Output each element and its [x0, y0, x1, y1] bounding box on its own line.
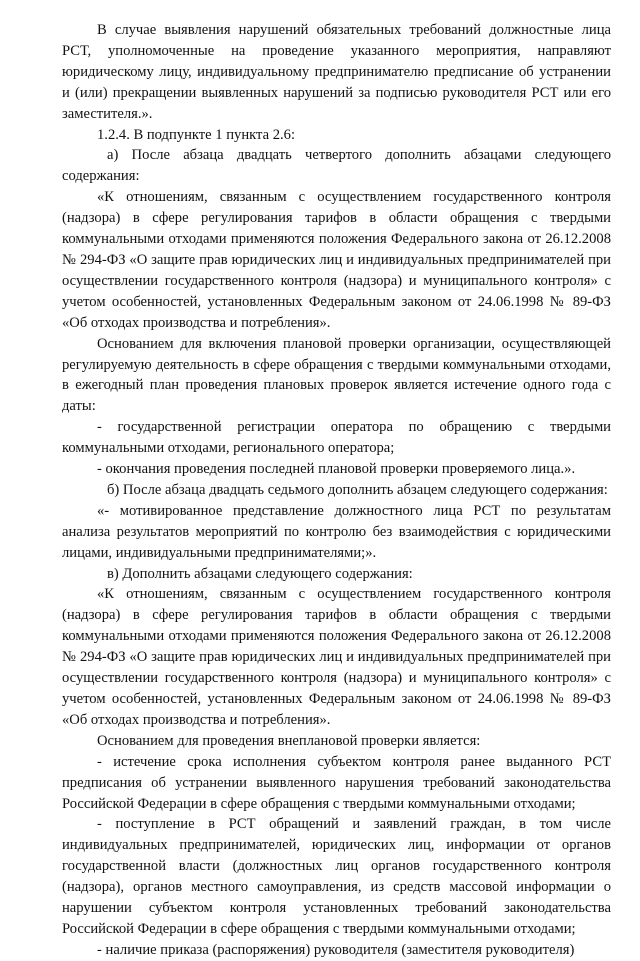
paragraph-list-registration: - государственной регистрации оператора по обращению с твердыми коммунальными отходами, регионального оператора; — [62, 419, 611, 457]
paragraph-relations-scheduled: «К отношениям, связанным с осуществлением государственного контроля (надзора) в сфере регулирования тарифов в области обращения с твердыми коммунальными отходами применяются положения Федерального закона от 26.12.2008 № 294-ФЗ «О защите прав юридических лиц и индивидуальных предпринимателей при осуществлении государственного контроля (надзора) и муниципального контроля» с учетом особенностей, установленных Федеральным законом от 24.06.1998 № 89-ФЗ «Об отходах производства и потребления». — [62, 189, 611, 331]
document-page — [62, 20, 611, 961]
paragraph-list-order: - наличие приказа (распоряжения) руководителя (заместителя руководителя) — [97, 941, 575, 958]
paragraph-unscheduled-basis: Основанием для проведения внеплановой проверки является: — [97, 732, 481, 749]
paragraph-list-complaints: - поступление в РСТ обращений и заявлений граждан, в том числе индивидуальных предпринимателей, юридических лиц, информации от органов государственной власти (должностных лиц органов государственного контроля (надзора), органов местного самоуправления, из средств массовой информации о нарушении субъектом контроля установленных требований законодательства Российской Федерации в сфере обращения с твердыми коммунальными отходами; — [62, 816, 611, 937]
paragraph-relations-unscheduled: «К отношениям, связанным с осуществлением государственного контроля (надзора) в сфере регулирования тарифов в области обращения с твердыми коммунальными отходами применяются положения Федерального закона от 26.12.2008 № 294-ФЗ «О защите прав юридических лиц и индивидуальных предпринимателей при осуществлении государственного контроля (надзора) и муниципального контроля» с учетом особенностей, установленных Федеральным законом от 24.06.1998 № 89-ФЗ «Об отходах производства и потребления». — [62, 586, 611, 728]
paragraph-subitem-c: в) Дополнить абзацами следующего содержания: — [107, 565, 413, 582]
paragraph-subitem-a: а) После абзаца двадцать четвертого дополнить абзацами следующего содержания: — [62, 147, 611, 185]
paragraph-motivated-submission: «- мотивированное представление должностного лица РСТ по результатам анализа результатов мероприятий по контролю без взаимодействия с юридическими лицами, индивидуальными предпринимателями;». — [62, 502, 611, 561]
paragraph-subitem-b: б) После абзаца двадцать седьмого дополнить абзацем следующего содержания: — [107, 481, 608, 498]
paragraph-item-1-2-4: 1.2.4. В подпункте 1 пункта 2.6: — [97, 126, 296, 143]
paragraph-list-deadline-expiry: - истечение срока исполнения субъектом контроля ранее выданного РСТ предписания об устранении выявленного нарушения требований законодательства Российской Федерации в сфере обращения с твердыми коммунальными отходами; — [62, 753, 611, 812]
paragraph-scheduled-basis: Основанием для включения плановой проверки организации, осуществляющей регулируемую деятельность в сфере обращения с твердыми коммунальными отходами, в ежегодный план проведения плановых проверок является истечение одного года с даты: — [62, 335, 611, 415]
paragraph-list-last-inspection: - окончания проведения последней плановой проверки проверяемого лица.». — [97, 461, 576, 478]
paragraph-violations-order: В случае выявления нарушений обязательных требований должностные лица РСТ, уполномоченные на проведение указанного мероприятия, направляют юридическому лицу, индивидуальному предпринимателю предписание об устранении и (или) прекращении выявленных нарушений за подписью руководителя РСТ или его заместителя.». — [62, 22, 611, 122]
